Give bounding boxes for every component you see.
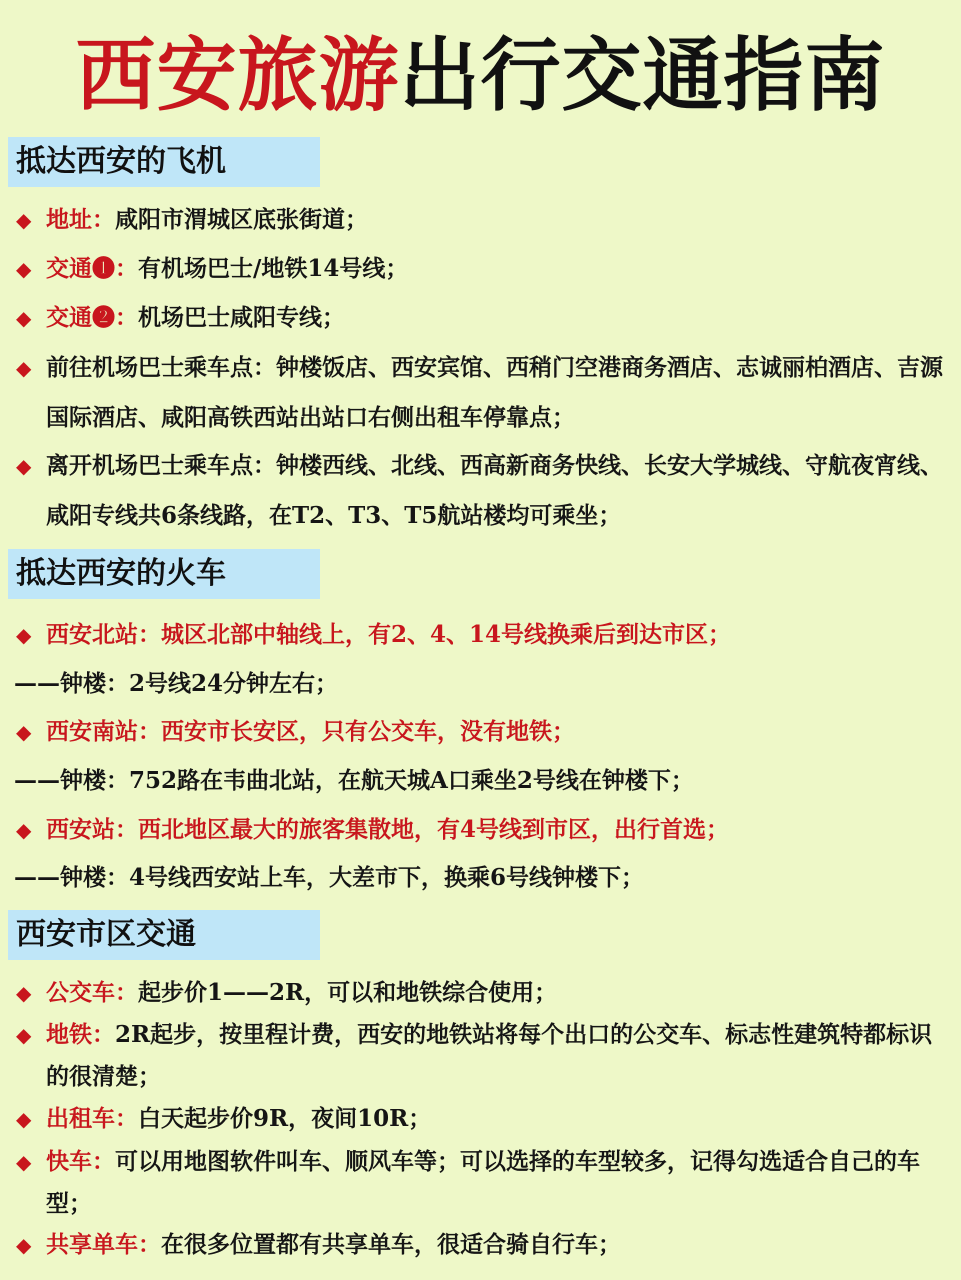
item-text: 白天起步价9R，夜间10R； (138, 1105, 432, 1132)
list-item (16, 302, 946, 334)
item-text: 可以用地图软件叫车、顺风车等；可以选择的车型较多，记得勾选适合自己的车型； (46, 1148, 920, 1217)
list-item (16, 1141, 946, 1225)
page-title (0, 28, 961, 124)
diamond-bullet-icon: ◆ (16, 623, 32, 647)
diamond-bullet-icon: ◆ (16, 720, 32, 744)
item-label: 西安站： (46, 816, 138, 843)
item-text: 西安市长安区，只有公交车，没有地铁； (161, 718, 575, 745)
sub-item: ——钟楼：2号线24分钟左右； (14, 670, 339, 697)
item-text: 机场巴士咸阳专线； (138, 304, 345, 331)
diamond-bullet-icon: ◆ (16, 208, 32, 232)
list-item (16, 343, 946, 442)
item-label: 交通❷： (46, 304, 138, 331)
sub-item: ——钟楼：752路在韦曲北站，在航天城A口乘坐2号线在钟楼下； (14, 767, 694, 794)
item-text: 城区北部中轴线上，有2、4、14号线换乘后到达市区； (161, 621, 732, 648)
list-item (16, 253, 946, 285)
diamond-bullet-icon: ◆ (16, 1107, 32, 1131)
diamond-bullet-icon: ◆ (16, 1233, 32, 1257)
item-label: 西安南站： (46, 718, 161, 745)
diamond-bullet-icon: ◆ (16, 257, 32, 281)
section-header-plane: 抵达西安的飞机 (8, 137, 320, 187)
item-text: 在很多位置都有共享单车，很适合骑自行车； (161, 1231, 621, 1258)
item-text: 咸阳市渭城区底张街道； (115, 206, 368, 233)
list-item (16, 1103, 946, 1135)
section-header-train: 抵达西安的火车 (8, 549, 320, 599)
list-item (16, 1229, 946, 1261)
item-label: 交通❶： (46, 255, 138, 282)
item-label: 公交车： (46, 979, 138, 1006)
list-item (16, 716, 946, 748)
diamond-bullet-icon: ◆ (16, 1150, 32, 1174)
title-black-part: 出行交通指南 (399, 29, 886, 122)
item-label: 共享单车： (46, 1231, 161, 1258)
item-label: 地铁： (46, 1021, 115, 1048)
item-text: 有机场巴士/地铁14号线； (138, 255, 409, 282)
diamond-bullet-icon: ◆ (16, 981, 32, 1005)
diamond-bullet-icon: ◆ (16, 306, 32, 330)
item-label: 出租车： (46, 1105, 138, 1132)
diamond-bullet-icon: ◆ (16, 356, 32, 380)
title-red-part: 西安旅游 (75, 29, 400, 122)
item-text: 离开机场巴士乘车点：钟楼西线、北线、西高新商务快线、长安大学城线、守航夜宵线、咸阳专线共6条线路，在T2、T3、T5航站楼均可乘坐； (46, 452, 943, 529)
diamond-bullet-icon: ◆ (16, 818, 32, 842)
item-label: 西安北站： (46, 621, 161, 648)
list-item (16, 204, 946, 236)
list-item (16, 1014, 946, 1098)
item-text: 2R起步，按里程计费，西安的地铁站将每个出口的公交车、标志性建筑特都标识的很清楚； (46, 1021, 933, 1090)
section-header-city: 西安市区交通 (8, 910, 320, 960)
list-item (16, 814, 946, 846)
item-label: 快车： (46, 1148, 115, 1175)
sub-item: ——钟楼：4号线西安站上车，大差市下，换乘6号线钟楼下； (14, 864, 645, 891)
diamond-bullet-icon: ◆ (16, 454, 32, 478)
list-item (16, 441, 946, 540)
list-item (16, 619, 946, 651)
item-text: 前往机场巴士乘车点：钟楼饭店、西安宾馆、西稍门空港商务酒店、志诚丽柏酒店、吉源国际酒店、咸阳高铁西站出站口右侧出租车停靠点； (46, 354, 943, 431)
list-item (16, 977, 946, 1009)
item-text: 起步价1——2R，可以和地铁综合使用； (138, 979, 558, 1006)
item-label: 地址： (46, 206, 115, 233)
diamond-bullet-icon: ◆ (16, 1023, 32, 1047)
item-text: 西北地区最大的旅客集散地，有4号线到市区，出行首选； (138, 816, 730, 843)
